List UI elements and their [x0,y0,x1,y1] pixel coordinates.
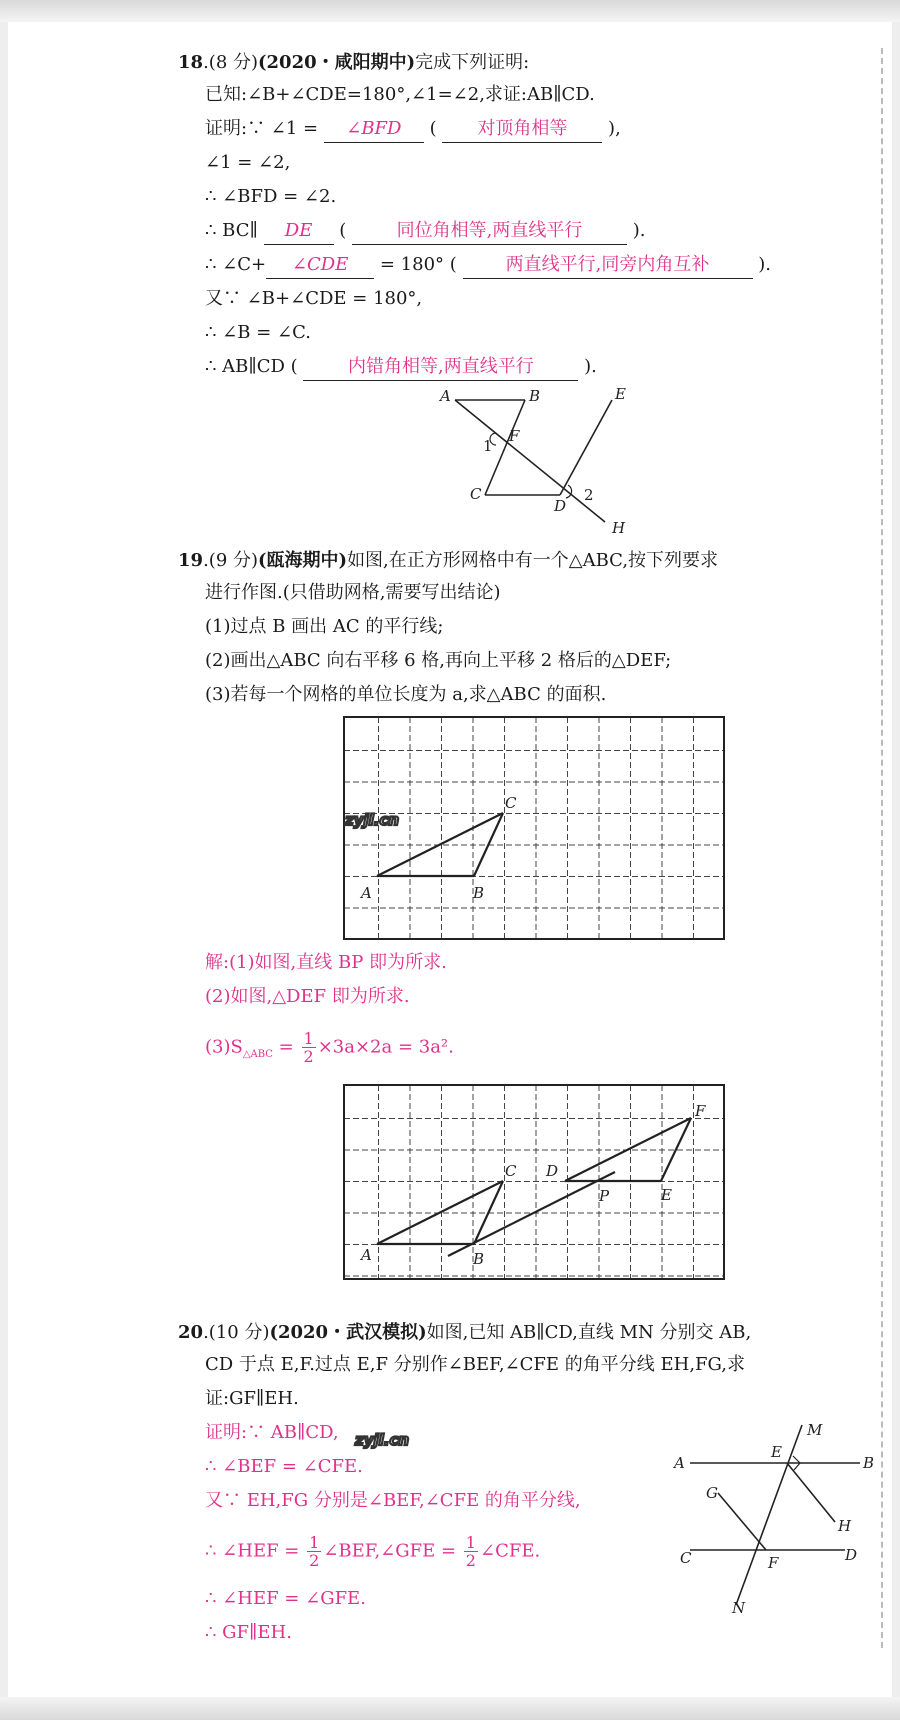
q19-fig2-label-c: C [505,1162,517,1180]
q18-label-1: 1 [483,437,493,455]
q20-label-f: F [768,1554,779,1572]
margin-dashed-rule [881,48,883,1648]
q18-reason1: 对顶角相等 [442,116,602,143]
q18-label-d: D [554,497,567,515]
q18-line5-text: ∴ ∠C+ [205,254,267,275]
q20-half-2: $\frac{1}{2}$ [465,1533,476,1570]
q18-line4-text: ∴ BC∥ [205,220,258,241]
q20-number: 20 [178,1322,204,1343]
page-frame-right [892,22,900,1697]
q19-sol3-s: (3)S [205,1036,243,1058]
q20-label-a: A [674,1454,685,1472]
watermark-2 [350,1340,790,1470]
q20-label-d: D [845,1546,858,1564]
q20-label-m: M [807,1421,823,1439]
q19-solution1: 解:(1)如图,直线 BP 即为所求. [205,952,447,973]
q19-fig2-label-a: A [361,1246,372,1264]
q18-line8: ∴ AB∥CD ( 内错角相等,两直线平行 ). [205,354,597,381]
q19-sol3-rest: ×3a×2a = 3a². [317,1036,454,1058]
svg-text:zyjl.cn: zyjl.cn [345,811,400,829]
q18-label-e: E [615,385,626,403]
q19-part2: (2)画出△ABC 向右平移 6 格,再向上平移 2 格后的△DEF; [205,650,672,671]
q19-sol3-eq: = [278,1036,294,1058]
q18-label-h: H [612,519,626,535]
q18-label-f: F [509,427,520,445]
q18-line4: ∴ BC∥ DE ( 同位角相等,两直线平行 ). [205,218,646,245]
q19-header: 19.(9 分)(瓯海期中)如图,在正方形网格中有一个△ABC,按下列要求 [178,550,719,571]
q20-proof4-a: ∴ ∠HEF = [205,1540,300,1562]
q18-line7: ∴ ∠B = ∠C. [205,322,311,343]
q18-header: 18.(8 分)(2020・咸阳期中)完成下列证明: [178,52,530,73]
q19-solution3 [205,1030,454,1068]
q19-fig2-label-f: F [695,1102,706,1120]
q19-score: (9 分) [208,550,259,571]
q20-proof6: ∴ GF∥EH. [205,1622,292,1643]
q19-number: 19 [178,550,204,571]
q18-line3: ∴ ∠BFD = ∠2. [205,186,337,207]
q20-proof4 [205,1534,540,1569]
q18-line1: 证明:∵ ∠1 = ∠BFD ( 对顶角相等 ), [205,116,621,143]
q19-stem2: 进行作图.(只借助网格,需要写出结论) [205,582,501,603]
q20-proof1: 证明:∵ AB∥CD, [205,1422,339,1443]
q20-label-b: B [863,1454,875,1472]
q20-proof3: 又∵ EH,FG 分别是∠BEF,∠CFE 的角平分线, [205,1490,581,1511]
q20-stem1: 如图,已知 AB∥CD,直线 MN 分别交 AB, [426,1322,752,1343]
q19-sol3-sub: △ABC [242,1049,273,1061]
q18-number: 18 [178,52,204,73]
q19-solution-figure [343,1084,725,1280]
q20-label-h: H [838,1517,852,1535]
q18-label-a: A [440,387,451,405]
q20-proof4-c: ∠CFE. [479,1540,541,1562]
q18-source: (2020・咸阳期中) [258,52,416,73]
q18-figure [430,385,650,535]
q19-fig1-label-b: B [473,884,485,902]
q20-label-n: N [732,1599,746,1617]
q18-line5: ∴ ∠C+ ∠CDE = 180° ( 两直线平行,同旁内角互补 ). [205,252,771,279]
q20-proof4-b: ∠BEF,∠GFE = [323,1540,457,1562]
q18-answer3: ∠CDE [266,252,374,279]
q19-solution-grid-lines [344,1085,724,1279]
q19-part1: (1)过点 B 画出 AC 的平行线; [205,616,444,637]
q18-line6: 又∵ ∠B+∠CDE = 180°, [205,288,423,309]
q20-proof5: ∴ ∠HEF = ∠GFE. [205,1588,366,1609]
q20-label-c: C [680,1549,692,1567]
q19-source: (瓯海期中) [258,550,348,571]
q18-label-c: C [470,485,482,503]
q19-fig2-label-e: E [661,1186,672,1204]
q18-answer2: DE [264,218,334,245]
q20-proof2: ∴ ∠BEF = ∠CFE. [205,1456,363,1477]
q19-fig2-label-b: B [473,1250,485,1268]
q19-fig2-label-p: P [599,1187,610,1205]
q18-label-2: 2 [584,486,594,504]
watermark-1 [340,720,780,850]
q20-stem3: 证:GF∥EH. [205,1388,299,1409]
q18-prompt: 完成下列证明: [415,52,530,73]
page-frame-top [0,0,900,22]
q20-header: 20.(10 分)(2020・武汉模拟)如图,已知 AB∥CD,直线 MN 分别交 AB, [178,1322,752,1343]
q19-part3: (3)若每一个网格的单位长度为 a,求△ABC 的面积. [205,684,607,705]
q20-label-g: G [706,1484,718,1502]
page-frame-left [0,22,8,1697]
q18-line1-text: 证明:∵ ∠1 = [205,118,319,139]
q20-source: (2020・武汉模拟) [269,1322,427,1343]
q18-reason4: 内错角相等,两直线平行 [303,354,578,381]
q20-score: (10 分) [208,1322,270,1343]
q18-reason3: 两直线平行,同旁内角互补 [463,252,753,279]
q18-line8-text: ∴ AB∥CD [205,356,285,377]
q18-label-b: B [529,387,541,405]
q20-label-e: E [771,1443,782,1461]
q20-half-1: $\frac{1}{2}$ [309,1533,320,1570]
page-frame-bottom [0,1697,900,1720]
q19-stem1: 如图,在正方形网格中有一个△ABC,按下列要求 [347,550,719,571]
q19-solution2: (2)如图,△DEF 即为所求. [205,986,410,1007]
q18-score: (8 分) [208,52,259,73]
q18-answer1: ∠BFD [324,116,424,143]
q19-fig1-label-a: A [361,884,372,902]
q19-sol3-half: $\frac{1}{2}$ [303,1029,314,1066]
q18-line5-eq: = 180° [379,254,445,275]
q18-reason2: 同位角相等,两直线平行 [352,218,627,245]
q19-fig2-label-d: D [546,1162,559,1180]
q18-given: 已知:∠B+∠CDE=180°,∠1=∠2,求证:AB∥CD. [205,84,595,105]
q18-line2: ∠1 = ∠2, [205,152,291,173]
q20-stem2: CD 于点 E,F.过点 E,F 分别作∠BEF,∠CFE 的角平分线 EH,FG,求 [205,1354,745,1375]
svg-text:zyjl.cn: zyjl.cn [355,1431,410,1449]
q19-fig1-label-c: C [505,794,517,812]
